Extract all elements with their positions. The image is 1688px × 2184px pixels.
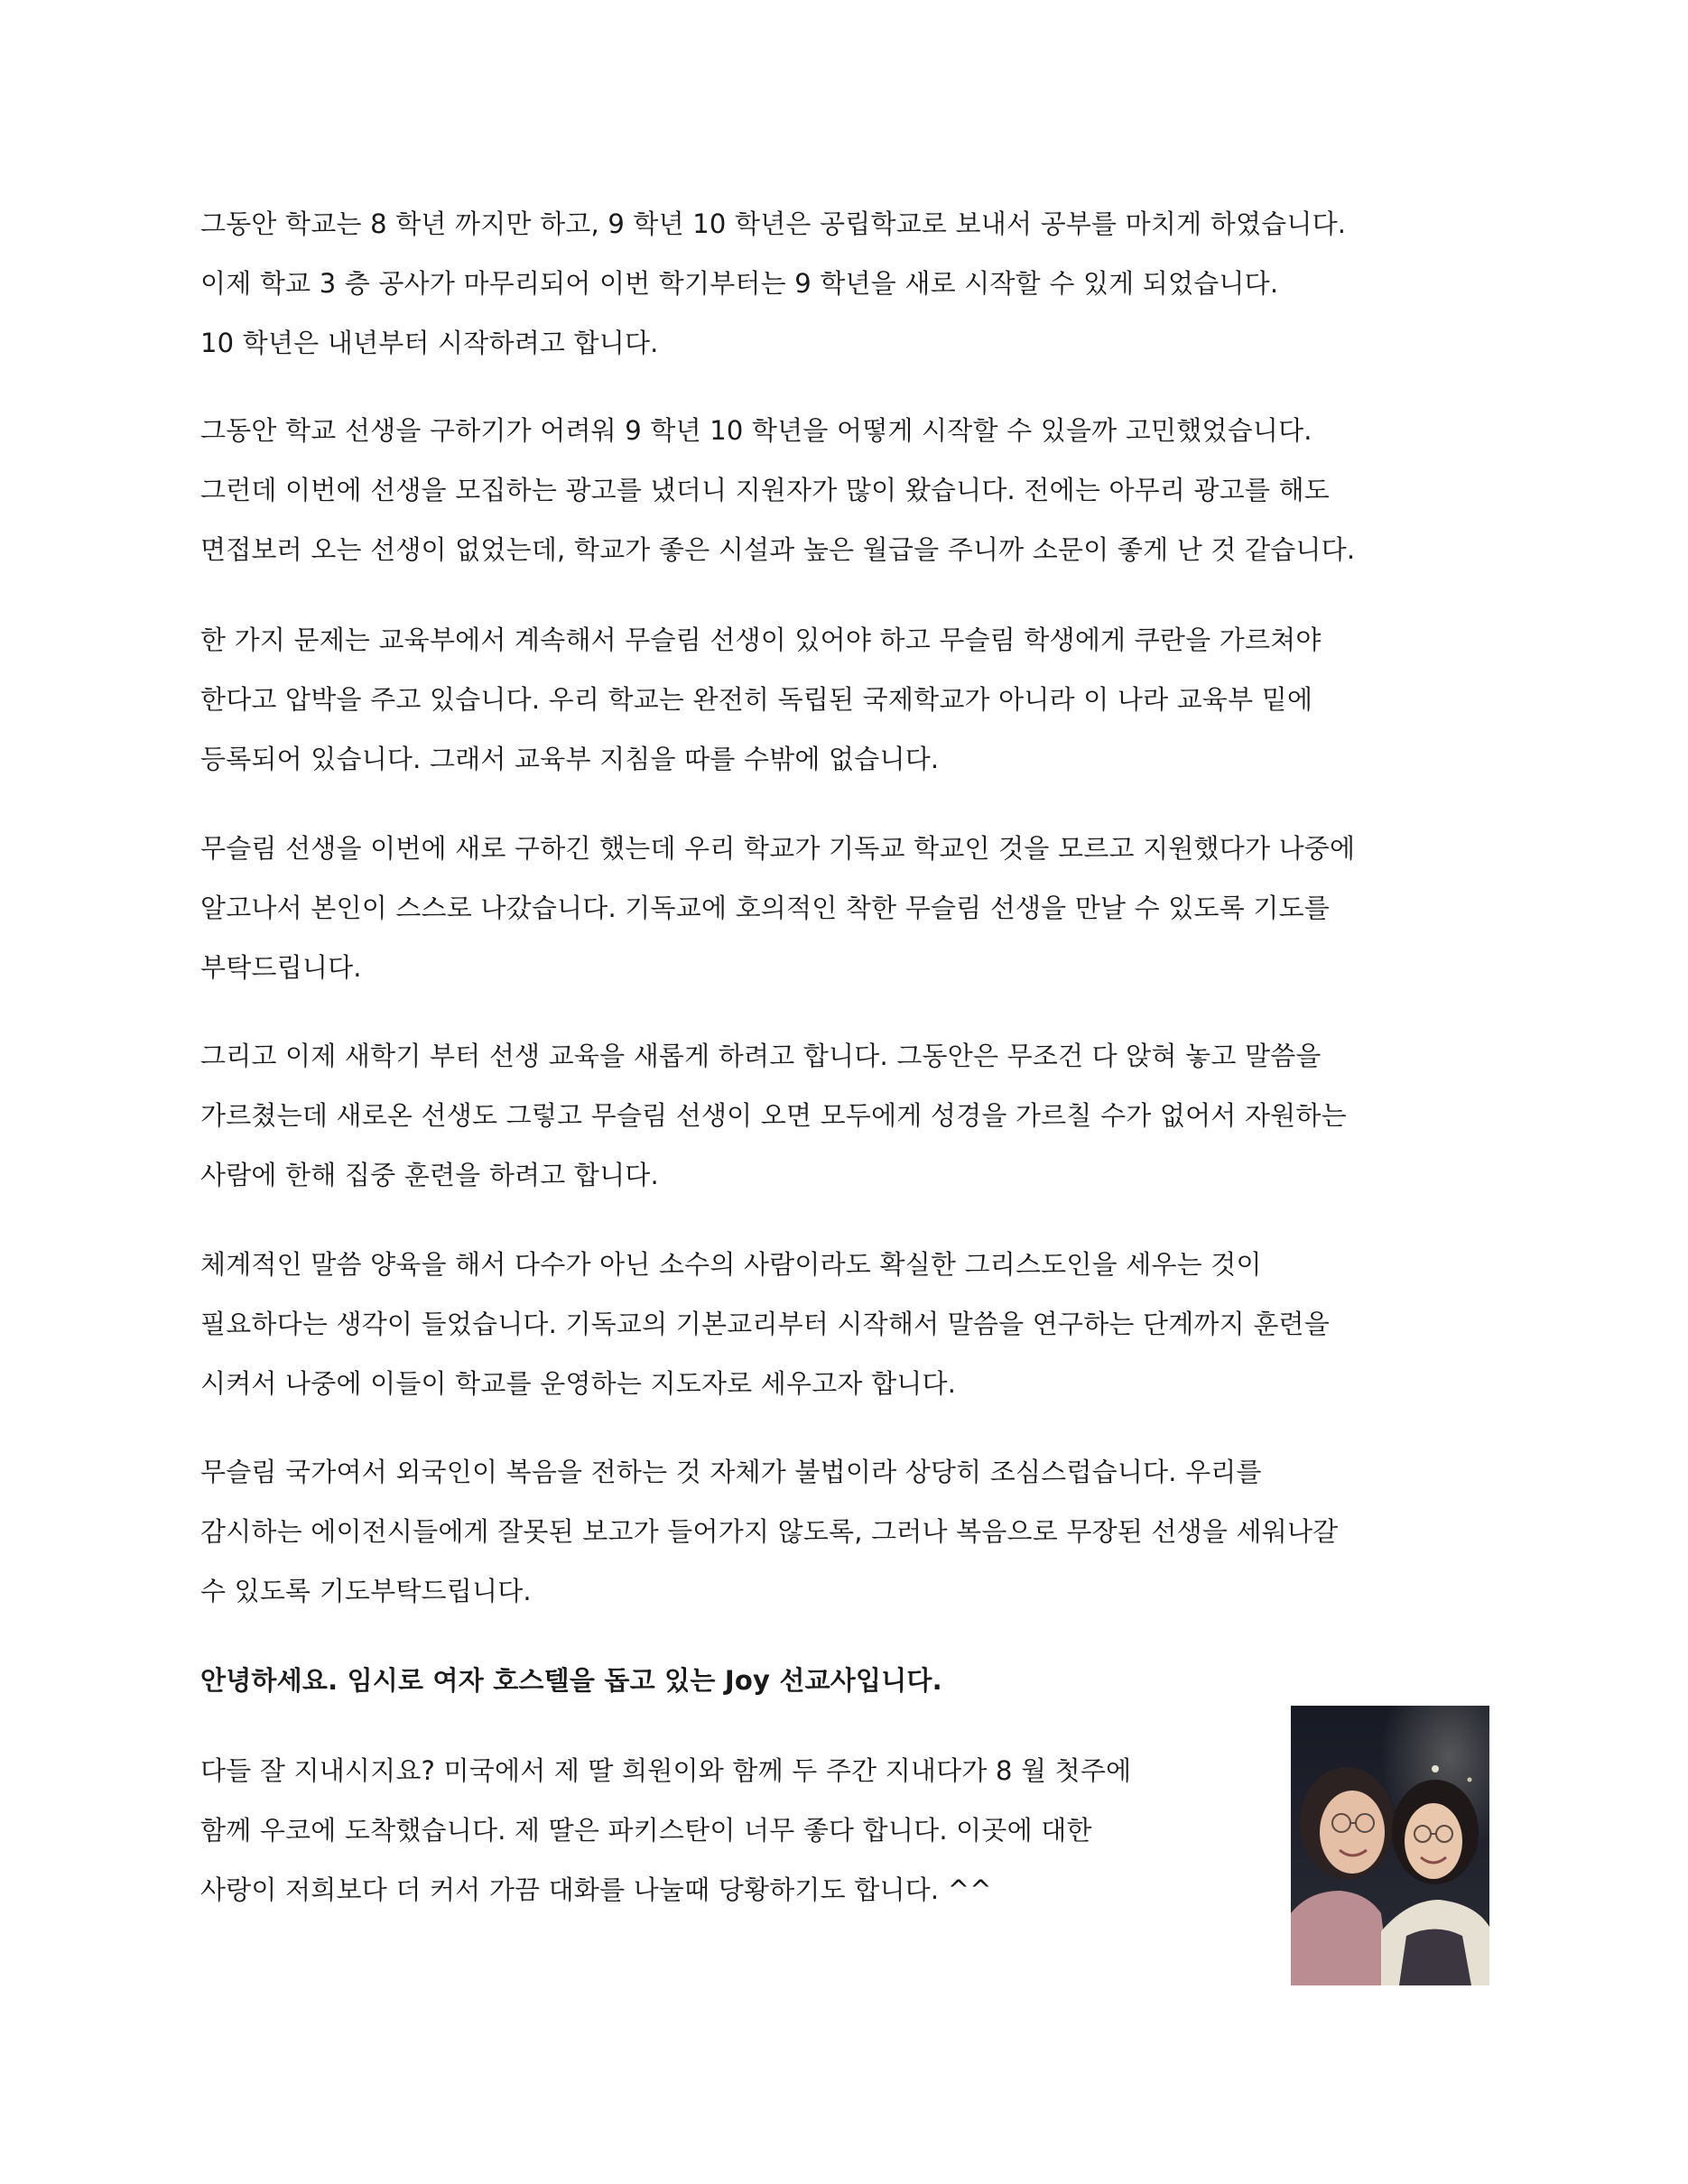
text-line: 한다고 압박을 주고 있습니다. 우리 학교는 완전히 독립된 국제학교가 아니라 이 나라 교육부 밑에: [200, 684, 1313, 715]
photo-two-women-smiling: [1291, 1706, 1489, 1985]
text-line: 사람에 한해 집중 훈련을 하려고 합니다.: [200, 1160, 659, 1190]
paragraph-5: [200, 1026, 1509, 1205]
text-line: 알고나서 본인이 스스로 나갔습니다. 기독교에 호의적인 착한 무슬림 선생을 만날 수 있도록 기도를: [200, 893, 1330, 923]
text-line: 그동안 학교 선생을 구하기가 어려워 9 학년 10 학년을 어떻게 시작할 수 있을까 고민했었습니다.: [200, 415, 1312, 446]
text-line: 그런데 이번에 선생을 모집하는 광고를 냈더니 지원자가 많이 왔습니다. 전에는 아무리 광고를 해도: [200, 475, 1330, 505]
paragraph-7: [200, 1442, 1509, 1621]
text-line: 무슬림 선생을 이번에 새로 구하긴 했는데 우리 학교가 기독교 학교인 것을 모르고 지원했다가 나중에: [200, 833, 1356, 864]
greeting-heading: [200, 1651, 1509, 1710]
text-line: 감시하는 에이전시들에게 잘못된 보고가 들어가지 않도록, 그러나 복음으로 무장된 선생을 세워나갈: [200, 1516, 1339, 1547]
text-line: 다들 잘 지내시지요? 미국에서 제 딸 희원이와 함께 두 주간 지내다가 8 월 첫주에: [200, 1755, 1132, 1786]
paragraph-1: [200, 194, 1509, 373]
text-line: 한 가지 문제는 교육부에서 계속해서 무슬림 선생이 있어야 하고 무슬림 학생에게 쿠란을 가르쳐야: [200, 625, 1322, 655]
text-line: 함께 우코에 도착했습니다. 제 딸은 파키스탄이 너무 좋다 합니다. 이곳에 대한: [200, 1815, 1092, 1846]
text-line: 이제 학교 3 층 공사가 마무리되어 이번 학기부터는 9 학년을 새로 시작할 수 있게 되었습니다.: [200, 268, 1279, 299]
photo-icon: [1291, 1706, 1489, 1985]
text-line: 필요하다는 생각이 들었습니다. 기독교의 기본교리부터 시작해서 말씀을 연구하는 단계까지 훈련을: [200, 1309, 1330, 1339]
text-line: 수 있도록 기도부탁드립니다.: [200, 1576, 532, 1606]
heading-text: 안녕하세요. 임시로 여자 호스텔을 돕고 있는 Joy 선교사입니다.: [200, 1665, 942, 1696]
text-line: 무슬림 국가여서 외국인이 복음을 전하는 것 자체가 불법이라 상당히 조심스럽습니다. 우리를: [200, 1457, 1262, 1487]
closing-paragraph: [200, 1741, 1266, 1920]
paragraph-2: [200, 401, 1509, 579]
text-line: 체계적인 말씀 양육을 해서 다수가 아닌 소수의 사람이라도 확실한 그리스도인을 세우는 것이: [200, 1249, 1262, 1280]
text-line: 사랑이 저희보다 더 커서 가끔 대화를 나눌때 당황하기도 합니다. ^^: [200, 1874, 992, 1905]
text-line: 그리고 이제 새학기 부터 선생 교육을 새롭게 하려고 합니다. 그동안은 무조건 다 앉혀 놓고 말씀을: [200, 1041, 1322, 1071]
text-line: 그동안 학교는 8 학년 까지만 하고, 9 학년 10 학년은 공립학교로 보내서 공부를 마치게 하였습니다.: [200, 208, 1347, 239]
text-line: 가르쳤는데 새로온 선생도 그렇고 무슬림 선생이 오면 모두에게 성경을 가르칠 수가 없어서 자원하는: [200, 1100, 1347, 1131]
text-line: 10 학년은 내년부터 시작하려고 합니다.: [200, 328, 659, 358]
text-line: 등록되어 있습니다. 그래서 교육부 지침을 따를 수밖에 없습니다.: [200, 744, 940, 774]
text-line: 면접보러 오는 선생이 없었는데, 학교가 좋은 시설과 높은 월급을 주니까 소문이 좋게 난 것 같습니다.: [200, 534, 1356, 565]
text-line: 부탁드립니다.: [200, 952, 362, 983]
paragraph-3: [200, 610, 1509, 789]
paragraph-4: [200, 819, 1509, 997]
text-line: 시켜서 나중에 이들이 학교를 운영하는 지도자로 세우고자 합니다.: [200, 1368, 957, 1399]
paragraph-6: [200, 1235, 1509, 1413]
